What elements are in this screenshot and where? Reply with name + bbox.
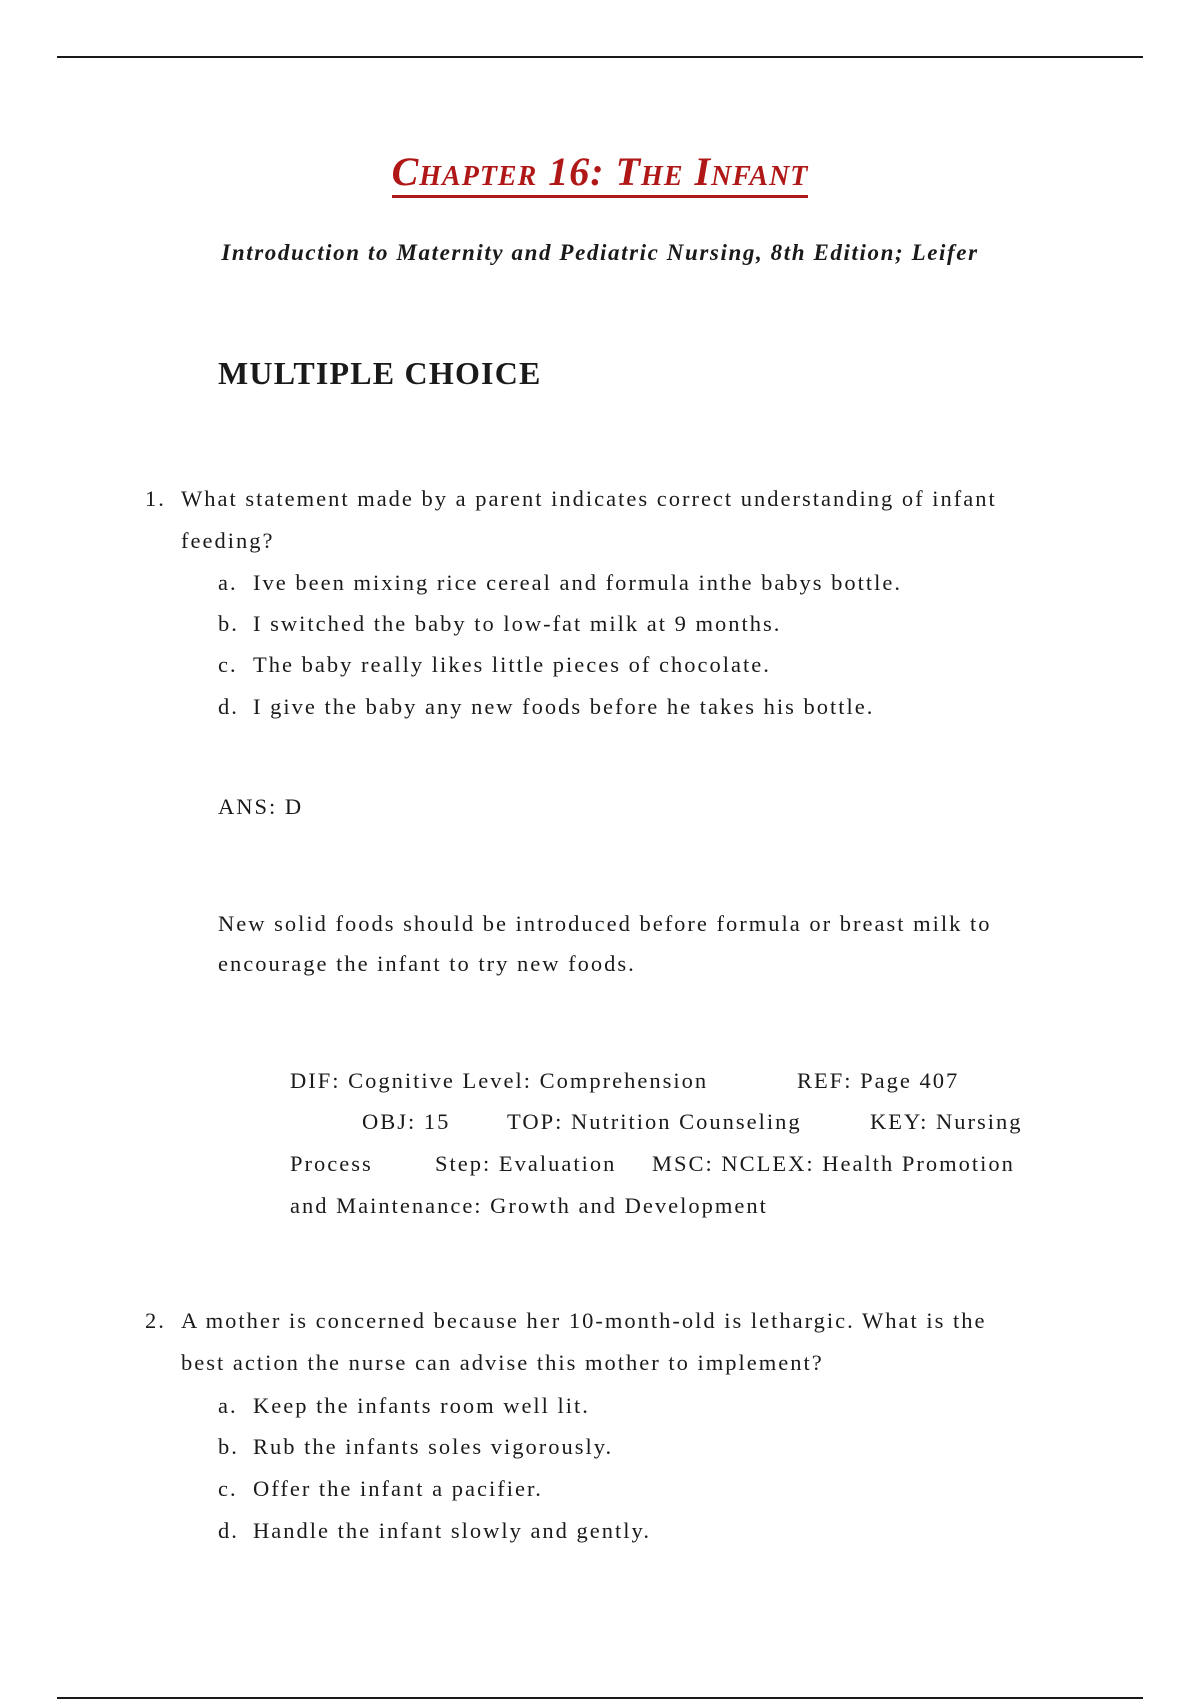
- chapter-title-text: Chapter 16: The Infant: [392, 149, 809, 198]
- option-letter: c.: [218, 1476, 238, 1501]
- question-number: 2.: [145, 1308, 166, 1333]
- question-stem-continued: best action the nurse can advise this mother to implement?: [181, 1350, 824, 1375]
- meta-msc: MSC: NCLEX: Health Promotion: [652, 1151, 1015, 1176]
- meta-msc-continued: and Maintenance: Growth and Development: [290, 1193, 768, 1218]
- question-stem: A mother is concerned because her 10-month-old is lethargic. What is the: [181, 1308, 987, 1333]
- option-text: Keep the infants room well lit.: [253, 1393, 590, 1418]
- meta-obj: OBJ: 15: [362, 1109, 451, 1134]
- option-text: Handle the infant slowly and gently.: [253, 1518, 651, 1543]
- option-letter: c.: [218, 652, 238, 677]
- option-letter: b.: [218, 611, 239, 636]
- option-letter: b.: [218, 1434, 239, 1459]
- meta-key: KEY: Nursing: [870, 1109, 1023, 1134]
- question-stem-continued: feeding?: [181, 528, 275, 553]
- rationale-continued: encourage the infant to try new foods.: [218, 951, 636, 976]
- answer-key: ANS: D: [218, 794, 304, 819]
- question-number: 1.: [145, 486, 166, 511]
- option-text: I give the baby any new foods before he takes his bottle.: [253, 694, 875, 719]
- chapter-title: [0, 148, 1200, 195]
- section-heading: MULTIPLE CHOICE: [218, 355, 542, 391]
- option-text: The baby really likes little pieces of chocolate.: [253, 652, 771, 677]
- meta-step: Step: Evaluation: [435, 1151, 617, 1176]
- rationale: New solid foods should be introduced before formula or breast milk to: [218, 911, 992, 936]
- meta-process: Process: [290, 1151, 373, 1176]
- option-letter: a.: [218, 570, 238, 595]
- option-letter: d.: [218, 694, 239, 719]
- option-text: Ive been mixing rice cereal and formula inthe babys bottle.: [253, 570, 903, 595]
- option-text: Offer the infant a pacifier.: [253, 1476, 543, 1501]
- option-text: Rub the infants soles vigorously.: [253, 1434, 614, 1459]
- bottom-rule: [57, 1697, 1143, 1699]
- meta-ref: REF: Page 407: [797, 1068, 960, 1093]
- option-text: I switched the baby to low-fat milk at 9 months.: [253, 611, 782, 636]
- meta-top: TOP: Nutrition Counseling: [507, 1109, 802, 1134]
- meta-dif: DIF: Cognitive Level: Comprehension: [290, 1068, 709, 1093]
- option-letter: d.: [218, 1518, 239, 1543]
- book-subtitle: Introduction to Maternity and Pediatric Nursing, 8th Edition; Leifer: [221, 240, 979, 265]
- top-rule: [57, 56, 1143, 58]
- option-letter: a.: [218, 1393, 238, 1418]
- question-stem: What statement made by a parent indicates correct understanding of infant: [181, 486, 997, 511]
